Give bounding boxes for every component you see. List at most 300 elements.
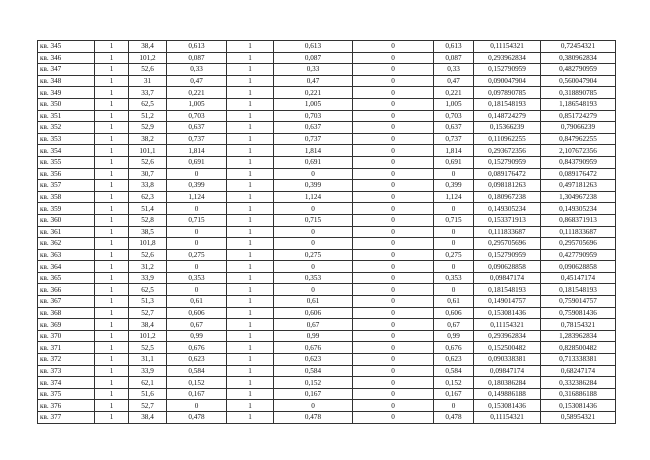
value-cell: 0,090338381 — [474, 354, 541, 366]
apartment-cell: кв. 355 — [38, 156, 95, 168]
value-cell: 0,613 — [274, 41, 353, 53]
value-cell: 0,703 — [434, 110, 474, 122]
value-cell: 1 — [95, 191, 129, 203]
table-row — [38, 133, 616, 145]
value-cell: 0,153081436 — [541, 400, 616, 412]
value-cell: 0,221 — [434, 87, 474, 99]
value-cell: 0,153081436 — [474, 307, 541, 319]
value-cell: 0,221 — [274, 87, 353, 99]
value-cell: 1 — [95, 203, 129, 215]
value-cell: 51,6 — [129, 388, 167, 400]
value-cell: 1 — [95, 145, 129, 157]
value-cell: 1,814 — [274, 145, 353, 157]
value-cell: 1 — [95, 168, 129, 180]
value-cell: 0 — [274, 226, 353, 238]
value-cell: 1 — [227, 226, 274, 238]
value-cell: 1,304967238 — [541, 191, 616, 203]
value-cell: 0 — [274, 400, 353, 412]
value-cell: 1 — [227, 87, 274, 99]
value-cell: 0,61 — [274, 296, 353, 308]
value-cell: 1 — [227, 156, 274, 168]
value-cell: 1 — [227, 52, 274, 64]
value-cell: 0,478 — [274, 412, 353, 424]
value-cell: 0,58954321 — [541, 412, 616, 424]
value-cell: 0,152 — [274, 377, 353, 389]
value-cell: 1,124 — [274, 191, 353, 203]
apartment-cell: кв. 375 — [38, 388, 95, 400]
value-cell: 1 — [95, 75, 129, 87]
value-cell: 0,868371913 — [541, 214, 616, 226]
value-cell: 0 — [353, 156, 434, 168]
value-cell: 0,560047904 — [541, 75, 616, 87]
value-cell: 0,482790959 — [541, 64, 616, 76]
apartment-cell: кв. 374 — [38, 377, 95, 389]
value-cell: 1 — [227, 284, 274, 296]
value-cell: 0 — [353, 168, 434, 180]
value-cell: 0,67 — [434, 319, 474, 331]
value-cell: 0 — [353, 354, 434, 366]
value-cell: 0,33 — [434, 64, 474, 76]
value-cell: 0,637 — [274, 122, 353, 134]
value-cell: 0 — [353, 64, 434, 76]
apartment-cell: кв. 356 — [38, 168, 95, 180]
value-cell: 101,8 — [129, 238, 167, 250]
value-cell: 1 — [227, 75, 274, 87]
value-cell: 0,221 — [167, 87, 227, 99]
apartment-cell: кв. 363 — [38, 249, 95, 261]
value-cell: 1 — [95, 388, 129, 400]
table-row — [38, 226, 616, 238]
value-cell: 31 — [129, 75, 167, 87]
value-cell: 0,097890785 — [474, 87, 541, 99]
value-cell: 0,67 — [167, 319, 227, 331]
value-cell: 1 — [95, 319, 129, 331]
value-cell: 0 — [353, 400, 434, 412]
apartment-cell: кв. 359 — [38, 203, 95, 215]
apartment-cell: кв. 352 — [38, 122, 95, 134]
value-cell: 0,11154321 — [474, 41, 541, 53]
value-cell: 0,68247174 — [541, 365, 616, 377]
value-cell: 0 — [353, 87, 434, 99]
value-cell: 0,99 — [167, 330, 227, 342]
value-cell: 0,181548193 — [474, 284, 541, 296]
value-cell: 0,759081436 — [541, 307, 616, 319]
value-cell: 0,691 — [274, 156, 353, 168]
value-cell: 1 — [227, 145, 274, 157]
value-cell: 0,99 — [274, 330, 353, 342]
value-cell: 0,676 — [167, 342, 227, 354]
value-cell: 0 — [167, 168, 227, 180]
value-cell: 0,713338381 — [541, 354, 616, 366]
value-cell: 0,11154321 — [474, 319, 541, 331]
value-cell: 1 — [227, 110, 274, 122]
value-cell: 0 — [274, 168, 353, 180]
value-cell: 0 — [353, 377, 434, 389]
value-cell: 0,152790959 — [474, 64, 541, 76]
value-cell: 0,275 — [434, 249, 474, 261]
value-cell: 0,087 — [434, 52, 474, 64]
value-cell: 38,4 — [129, 319, 167, 331]
value-cell: 0,353 — [274, 272, 353, 284]
value-cell: 0 — [167, 238, 227, 250]
value-cell: 0,295705696 — [474, 238, 541, 250]
value-cell: 0 — [353, 110, 434, 122]
value-cell: 0,090047904 — [474, 75, 541, 87]
value-cell: 0,293962834 — [474, 330, 541, 342]
value-cell: 1,283962834 — [541, 330, 616, 342]
value-cell: 0,293962834 — [474, 52, 541, 64]
value-cell: 0,47 — [274, 75, 353, 87]
value-cell: 0,152 — [434, 377, 474, 389]
value-cell: 0,623 — [434, 354, 474, 366]
value-cell: 0 — [353, 145, 434, 157]
value-cell: 1 — [95, 133, 129, 145]
value-cell: 0 — [353, 261, 434, 273]
value-cell: 0,149014757 — [474, 296, 541, 308]
value-cell: 0,703 — [274, 110, 353, 122]
table-body — [38, 41, 616, 424]
value-cell: 1 — [95, 354, 129, 366]
value-cell: 0,152790959 — [474, 156, 541, 168]
value-cell: 0 — [274, 261, 353, 273]
value-cell: 33,9 — [129, 272, 167, 284]
value-cell: 0 — [353, 307, 434, 319]
value-cell: 1 — [227, 203, 274, 215]
value-cell: 1 — [95, 412, 129, 424]
value-cell: 0,110962255 — [474, 133, 541, 145]
value-cell: 0 — [353, 365, 434, 377]
value-cell: 0,497181263 — [541, 180, 616, 192]
value-cell: 0,703 — [167, 110, 227, 122]
value-cell: 0,637 — [167, 122, 227, 134]
apartment-cell: кв. 347 — [38, 64, 95, 76]
value-cell: 1 — [227, 64, 274, 76]
value-cell: 0,09847174 — [474, 272, 541, 284]
table-row — [38, 191, 616, 203]
value-cell: 0,623 — [167, 354, 227, 366]
value-cell: 1 — [227, 214, 274, 226]
value-cell: 38,4 — [129, 412, 167, 424]
value-cell: 1,814 — [167, 145, 227, 157]
apartment-data-table — [37, 40, 616, 424]
value-cell: 0,737 — [274, 133, 353, 145]
value-cell: 0,111833687 — [541, 226, 616, 238]
value-cell: 1 — [227, 122, 274, 134]
value-cell: 0,606 — [167, 307, 227, 319]
apartment-cell: кв. 370 — [38, 330, 95, 342]
value-cell: 0,478 — [167, 412, 227, 424]
value-cell: 0 — [167, 203, 227, 215]
table-row — [38, 75, 616, 87]
value-cell: 52,8 — [129, 214, 167, 226]
apartment-cell: кв. 368 — [38, 307, 95, 319]
value-cell: 1 — [227, 307, 274, 319]
value-cell: 0,399 — [167, 180, 227, 192]
value-cell: 51,2 — [129, 110, 167, 122]
value-cell: 52,6 — [129, 64, 167, 76]
value-cell: 0 — [274, 238, 353, 250]
value-cell: 1 — [227, 330, 274, 342]
table-row — [38, 388, 616, 400]
value-cell: 0,180386284 — [474, 377, 541, 389]
value-cell: 1 — [227, 261, 274, 273]
value-cell: 0,275 — [167, 249, 227, 261]
apartment-cell: кв. 353 — [38, 133, 95, 145]
value-cell: 0,332386284 — [541, 377, 616, 389]
value-cell: 0 — [353, 342, 434, 354]
value-cell: 0,293672356 — [474, 145, 541, 157]
value-cell: 1 — [227, 319, 274, 331]
value-cell: 38,5 — [129, 226, 167, 238]
value-cell: 0 — [434, 261, 474, 273]
value-cell: 33,9 — [129, 365, 167, 377]
table-row — [38, 122, 616, 134]
value-cell: 0 — [353, 330, 434, 342]
value-cell: 0,584 — [434, 365, 474, 377]
value-cell: 0,353 — [434, 272, 474, 284]
value-cell: 0,152790959 — [474, 249, 541, 261]
value-cell: 0,47 — [434, 75, 474, 87]
apartment-cell: кв. 371 — [38, 342, 95, 354]
value-cell: 1,005 — [274, 98, 353, 110]
value-cell: 0 — [274, 203, 353, 215]
table-row — [38, 330, 616, 342]
value-cell: 0,181548193 — [474, 98, 541, 110]
table-row — [38, 180, 616, 192]
value-cell: 1 — [95, 156, 129, 168]
value-cell: 0,613 — [167, 41, 227, 53]
value-cell: 0 — [353, 180, 434, 192]
value-cell: 1,005 — [167, 98, 227, 110]
table-row — [38, 249, 616, 261]
value-cell: 31,2 — [129, 261, 167, 273]
value-cell: 1 — [95, 377, 129, 389]
value-cell: 1 — [95, 307, 129, 319]
apartment-cell: кв. 348 — [38, 75, 95, 87]
value-cell: 62,1 — [129, 377, 167, 389]
apartment-cell: кв. 358 — [38, 191, 95, 203]
value-cell: 38,4 — [129, 41, 167, 53]
value-cell: 0,676 — [274, 342, 353, 354]
value-cell: 1 — [95, 238, 129, 250]
value-cell: 1 — [95, 330, 129, 342]
value-cell: 0 — [353, 319, 434, 331]
table-row — [38, 87, 616, 99]
value-cell: 0,72454321 — [541, 41, 616, 53]
table-row — [38, 41, 616, 53]
value-cell: 0,295705696 — [541, 238, 616, 250]
value-cell: 30,7 — [129, 168, 167, 180]
value-cell: 38,2 — [129, 133, 167, 145]
value-cell: 0,843790959 — [541, 156, 616, 168]
value-cell: 52,6 — [129, 249, 167, 261]
apartment-cell: кв. 373 — [38, 365, 95, 377]
value-cell: 0,584 — [274, 365, 353, 377]
value-cell: 1,124 — [167, 191, 227, 203]
apartment-cell: кв. 350 — [38, 98, 95, 110]
value-cell: 0,153081436 — [474, 400, 541, 412]
apartment-cell: кв. 349 — [38, 87, 95, 99]
value-cell: 0 — [353, 226, 434, 238]
value-cell: 0,090628858 — [541, 261, 616, 273]
table-row — [38, 319, 616, 331]
table-row — [38, 377, 616, 389]
value-cell: 51,4 — [129, 203, 167, 215]
value-cell: 0,759014757 — [541, 296, 616, 308]
value-cell: 0 — [353, 52, 434, 64]
table-row — [38, 296, 616, 308]
value-cell: 101,1 — [129, 145, 167, 157]
value-cell: 1,186548193 — [541, 98, 616, 110]
value-cell: 1 — [227, 272, 274, 284]
value-cell: 0,606 — [434, 307, 474, 319]
value-cell: 1 — [227, 238, 274, 250]
value-cell: 1 — [227, 365, 274, 377]
table-row — [38, 342, 616, 354]
value-cell: 0,399 — [274, 180, 353, 192]
value-cell: 0 — [434, 168, 474, 180]
value-cell: 1 — [227, 249, 274, 261]
table-row — [38, 203, 616, 215]
value-cell: 0 — [434, 226, 474, 238]
value-cell: 0,148724279 — [474, 110, 541, 122]
value-cell: 0,380962834 — [541, 52, 616, 64]
table-row — [38, 272, 616, 284]
table-row — [38, 64, 616, 76]
value-cell: 31,1 — [129, 354, 167, 366]
table-row — [38, 52, 616, 64]
value-cell: 0,33 — [167, 64, 227, 76]
value-cell: 62,3 — [129, 191, 167, 203]
table-row — [38, 145, 616, 157]
value-cell: 0 — [353, 272, 434, 284]
value-cell: 0,090628858 — [474, 261, 541, 273]
value-cell: 0,715 — [434, 214, 474, 226]
value-cell: 51,3 — [129, 296, 167, 308]
value-cell: 52,5 — [129, 342, 167, 354]
value-cell: 0,47 — [167, 75, 227, 87]
apartment-cell: кв. 357 — [38, 180, 95, 192]
apartment-cell: кв. 362 — [38, 238, 95, 250]
value-cell: 0,637 — [434, 122, 474, 134]
value-cell: 0,167 — [434, 388, 474, 400]
value-cell: 1 — [95, 296, 129, 308]
value-cell: 0,089176472 — [541, 168, 616, 180]
value-cell: 0 — [167, 226, 227, 238]
value-cell: 1 — [95, 41, 129, 53]
value-cell: 0,15366239 — [474, 122, 541, 134]
table-row — [38, 214, 616, 226]
value-cell: 1 — [95, 110, 129, 122]
value-cell: 0,61 — [434, 296, 474, 308]
apartment-cell: кв. 345 — [38, 41, 95, 53]
value-cell: 0,623 — [274, 354, 353, 366]
value-cell: 1 — [227, 388, 274, 400]
value-cell: 1 — [227, 412, 274, 424]
value-cell: 1 — [227, 296, 274, 308]
apartment-cell: кв. 346 — [38, 52, 95, 64]
table-row — [38, 238, 616, 250]
value-cell: 0 — [353, 122, 434, 134]
value-cell: 1 — [227, 98, 274, 110]
value-cell: 0 — [353, 214, 434, 226]
value-cell: 0,181548193 — [541, 284, 616, 296]
apartment-cell: кв. 367 — [38, 296, 95, 308]
value-cell: 0,584 — [167, 365, 227, 377]
value-cell: 0 — [353, 191, 434, 203]
value-cell: 0,152 — [167, 377, 227, 389]
value-cell: 1 — [95, 284, 129, 296]
value-cell: 0,828500482 — [541, 342, 616, 354]
value-cell: 1 — [95, 64, 129, 76]
value-cell: 1 — [227, 354, 274, 366]
value-cell: 0,847962255 — [541, 133, 616, 145]
value-cell: 0 — [274, 284, 353, 296]
value-cell: 1 — [95, 272, 129, 284]
value-cell: 52,6 — [129, 156, 167, 168]
value-cell: 52,7 — [129, 307, 167, 319]
table-row — [38, 365, 616, 377]
value-cell: 0 — [353, 249, 434, 261]
value-cell: 1 — [95, 98, 129, 110]
table-row — [38, 98, 616, 110]
value-cell: 1 — [95, 400, 129, 412]
value-cell: 52,7 — [129, 400, 167, 412]
value-cell: 0,180967238 — [474, 191, 541, 203]
value-cell: 33,8 — [129, 180, 167, 192]
apartment-cell: кв. 361 — [38, 226, 95, 238]
value-cell: 0 — [353, 98, 434, 110]
value-cell: 0,67 — [274, 319, 353, 331]
table-row — [38, 156, 616, 168]
table-row — [38, 412, 616, 424]
value-cell: 0 — [353, 284, 434, 296]
value-cell: 0,78154321 — [541, 319, 616, 331]
value-cell: 1 — [227, 377, 274, 389]
value-cell: 1 — [227, 400, 274, 412]
apartment-cell: кв. 369 — [38, 319, 95, 331]
table-row — [38, 354, 616, 366]
value-cell: 1 — [95, 249, 129, 261]
value-cell: 0,613 — [434, 41, 474, 53]
value-cell: 1 — [95, 261, 129, 273]
value-cell: 1 — [227, 342, 274, 354]
value-cell: 0,275 — [274, 249, 353, 261]
value-cell: 0 — [167, 400, 227, 412]
value-cell: 1 — [95, 180, 129, 192]
value-cell: 0 — [353, 75, 434, 87]
value-cell: 0,153371913 — [474, 214, 541, 226]
value-cell: 0,399 — [434, 180, 474, 192]
value-cell: 0,737 — [167, 133, 227, 145]
value-cell: 0,851724279 — [541, 110, 616, 122]
value-cell: 0,087 — [167, 52, 227, 64]
value-cell: 0,715 — [274, 214, 353, 226]
value-cell: 0 — [434, 238, 474, 250]
value-cell: 0,33 — [274, 64, 353, 76]
value-cell: 0,676 — [434, 342, 474, 354]
value-cell: 0,606 — [274, 307, 353, 319]
value-cell: 1 — [227, 133, 274, 145]
table-row — [38, 168, 616, 180]
value-cell: 1,814 — [434, 145, 474, 157]
value-cell: 1 — [95, 87, 129, 99]
value-cell: 0,691 — [167, 156, 227, 168]
value-cell: 0,11154321 — [474, 412, 541, 424]
value-cell: 0,45147174 — [541, 272, 616, 284]
value-cell: 0,691 — [434, 156, 474, 168]
table-row — [38, 284, 616, 296]
